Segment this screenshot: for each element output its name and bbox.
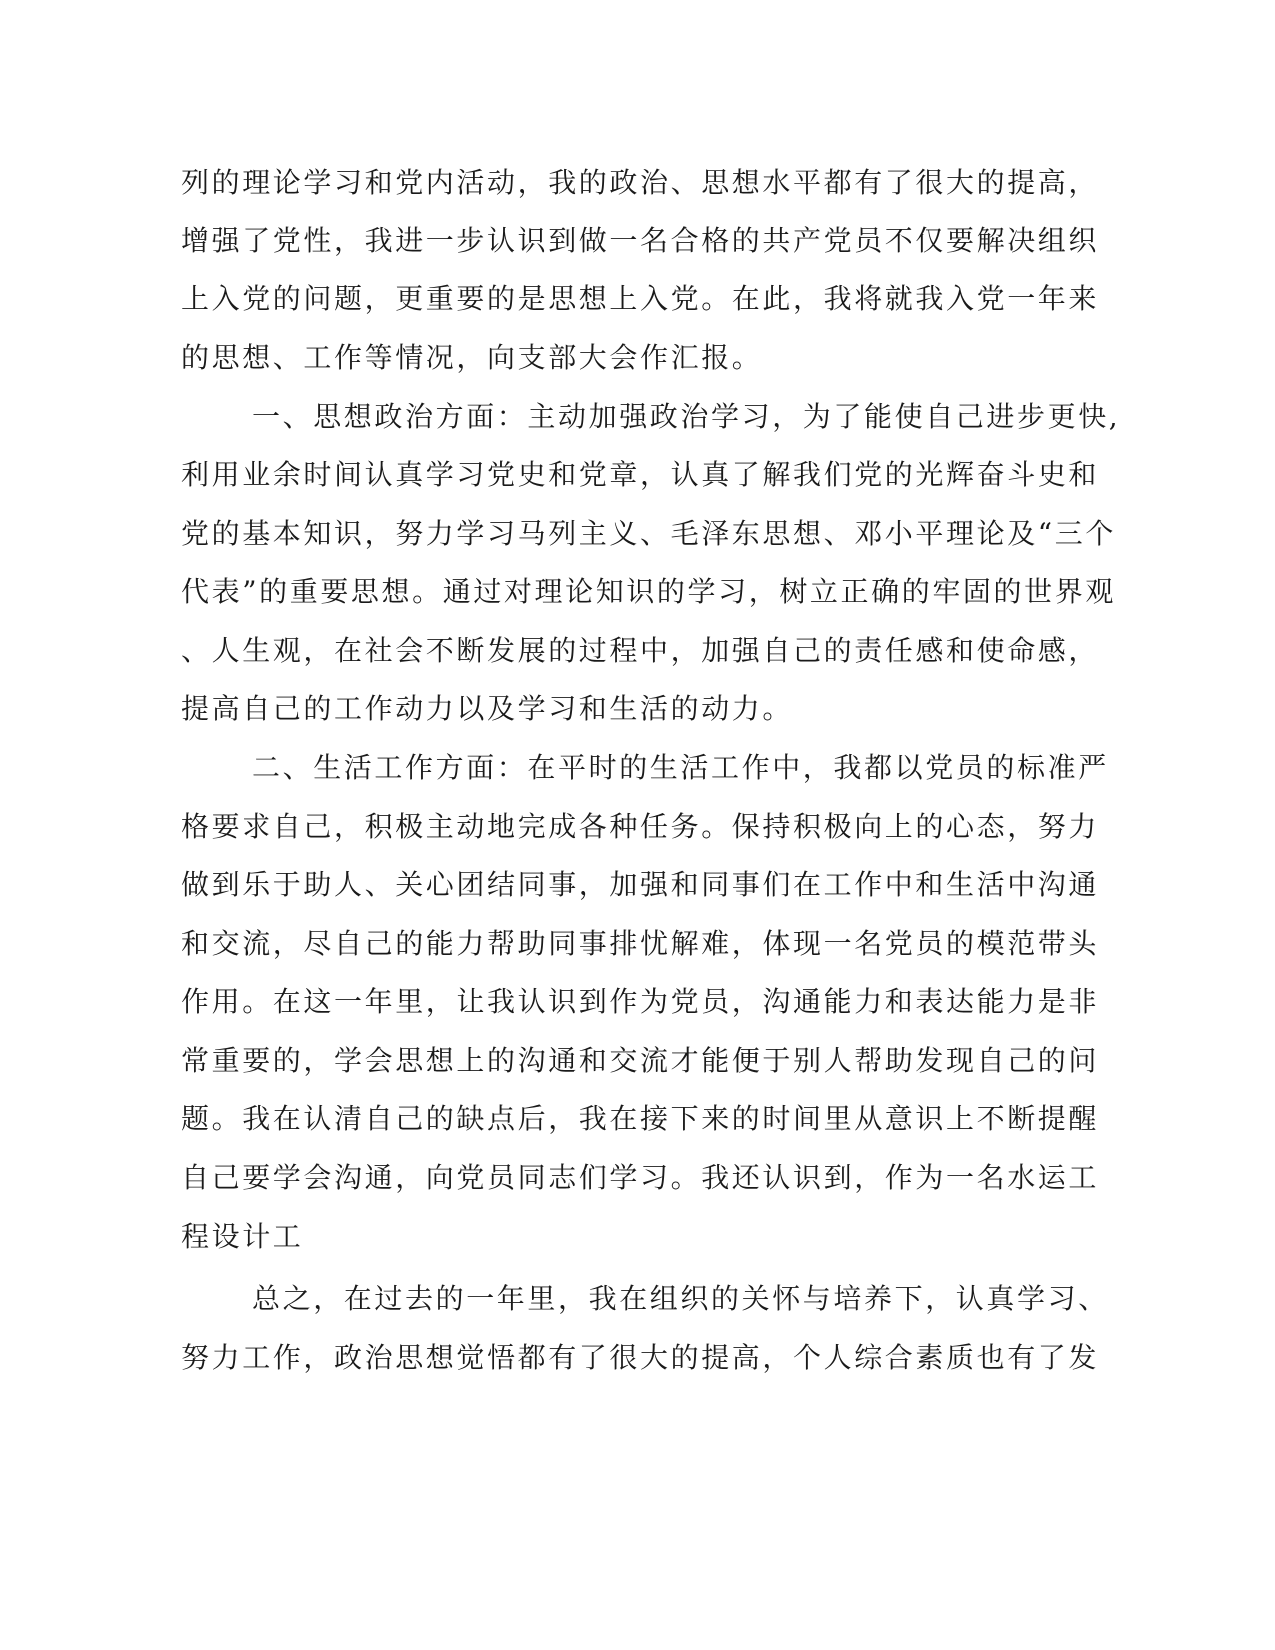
text-line: 题。我在认清自己的缺点后，我在接下来的时间里从意识上不断提醒: [181, 1102, 1100, 1135]
text-line: 和交流，尽自己的能力帮助同事排忧解难，体现一名党员的模范带头: [181, 927, 1100, 960]
text-line: 程设计工: [181, 1220, 304, 1253]
text-line: 总之，在过去的一年里，我在组织的关怀与培养下，认真学习、: [252, 1282, 1109, 1315]
text-line: 提高自己的工作动力以及学习和生活的动力。: [181, 692, 794, 725]
text-line: 做到乐于助人、关心团结同事，加强和同事们在工作中和生活中沟通: [181, 868, 1100, 901]
text-line: 上入党的问题，更重要的是思想上入党。在此，我将就我入党一年来: [181, 282, 1100, 315]
text-line: 、人生观，在社会不断发展的过程中，加强自己的责任感和使命感，: [181, 634, 1100, 667]
text-line: 作用。在这一年里，让我认识到作为党员，沟通能力和表达能力是非: [181, 985, 1100, 1018]
text-line: 党的基本知识，努力学习马列主义、毛泽东思想、邓小平理论及“三个: [181, 517, 1116, 550]
text-line: 自己要学会沟通，向党员同志们学习。我还认识到，作为一名水运工: [181, 1161, 1100, 1194]
text-line: 代表”的重要思想。通过对理论知识的学习，树立正确的牢固的世界观: [181, 575, 1116, 608]
text-line: 努力工作，政治思想觉悟都有了很大的提高，个人综合素质也有了发: [181, 1341, 1100, 1374]
text-line: 的思想、工作等情况，向支部大会作汇报。: [181, 341, 763, 374]
text-line: 格要求自己，积极主动地完成各种任务。保持积极向上的心态，努力: [181, 810, 1100, 843]
text-line: 常重要的，学会思想上的沟通和交流才能便于别人帮助发现自己的问: [181, 1044, 1100, 1077]
text-line: 一、思想政治方面：主动加强政治学习，为了能使自己进步更快,: [252, 400, 1121, 433]
text-line: 列的理论学习和党内活动，我的政治、思想水平都有了很大的提高，: [181, 166, 1100, 199]
text-line: 增强了党性，我进一步认识到做一名合格的共产党员不仅要解决组织: [181, 224, 1100, 257]
text-line: 利用业余时间认真学习党史和党章，认真了解我们党的光辉奋斗史和: [181, 458, 1100, 491]
text-line: 二、生活工作方面：在平时的生活工作中，我都以党员的标准严: [252, 751, 1109, 784]
